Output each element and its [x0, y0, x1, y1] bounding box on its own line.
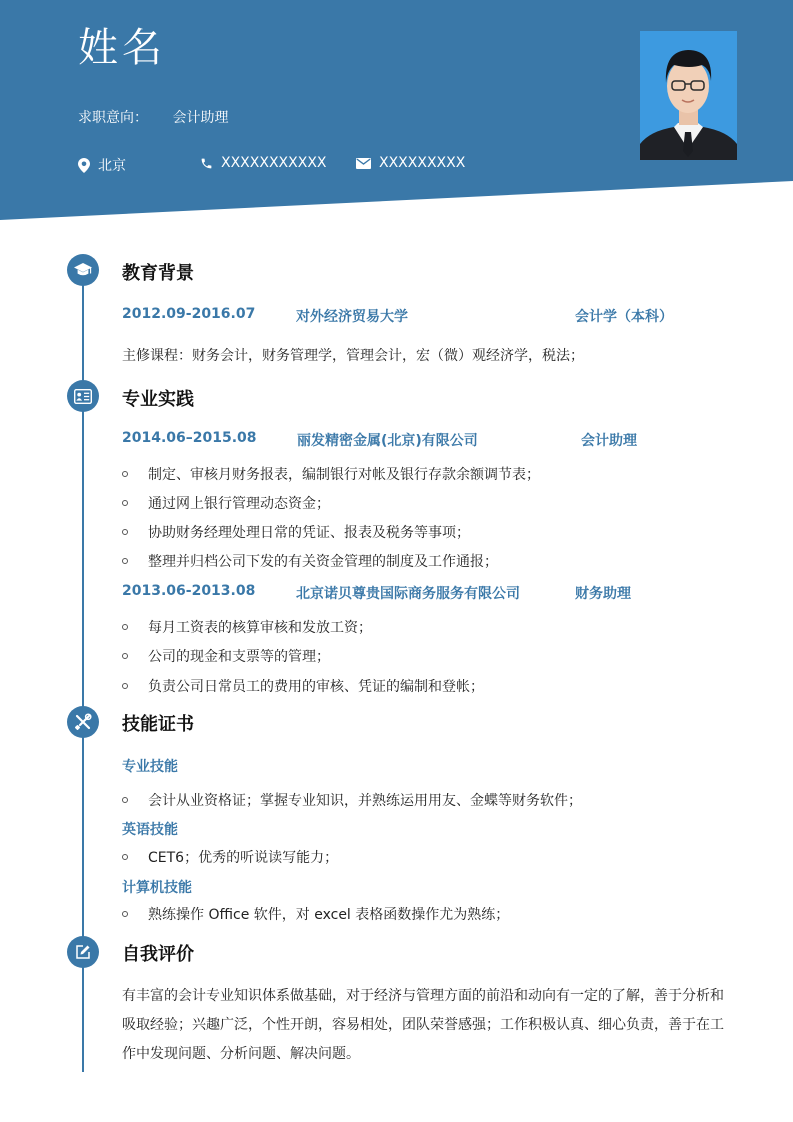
education-courses: 主修课程：财务会计，财务管理学，管理会计，宏（微）观经济学，税法；	[122, 348, 584, 364]
list-item: 会计从业资格证；掌握专业知识，并熟练运用用友、金蝶等财务软件；	[122, 790, 582, 810]
skill-group-label: 计算机技能	[122, 880, 192, 896]
list-item: 负责公司日常员工的费用的审核、凭证的编制和登帐；	[122, 676, 484, 696]
list-item: 公司的现金和支票等的管理；	[122, 646, 330, 666]
education-school: 对外经济贸易大学	[296, 309, 408, 325]
job-intent-value: 会计助理	[172, 110, 229, 126]
list-item: 通过网上银行管理动态资金；	[122, 493, 330, 513]
job-2-period: 2013.06-2013.08	[122, 583, 256, 599]
job-2-company: 北京诺贝尊贵国际商务服务有限公司	[296, 586, 520, 602]
education-period: 2012.09-2016.07	[122, 306, 256, 322]
id-card-icon	[74, 389, 92, 404]
experience-section-icon	[67, 380, 99, 412]
phone-icon	[200, 157, 213, 170]
email-text: XXXXXXXXX	[379, 155, 466, 171]
profile-photo	[640, 31, 737, 160]
tools-icon	[74, 713, 92, 731]
location-text: 北京	[98, 158, 126, 174]
candidate-name: 姓名	[78, 25, 166, 71]
job-1-role: 会计助理	[581, 433, 637, 449]
job-2-role: 财务助理	[575, 586, 631, 602]
job-intent	[78, 107, 228, 127]
location-contact	[78, 155, 126, 175]
list-item: 制定、审核月财务报表，编制银行对帐及银行存款余额调节表；	[122, 464, 540, 484]
graduation-cap-icon	[74, 262, 92, 278]
phone-contact	[200, 155, 327, 171]
job-1-company: 丽发精密金属(北京)有限公司	[297, 433, 478, 449]
list-item: 每月工资表的核算审核和发放工资；	[122, 617, 372, 637]
education-section-icon	[67, 254, 99, 286]
self-eval-text: 有丰富的会计专业知识体系做基础，对于经济与管理方面的前沿和动向有一定的了解，善于分析和吸取经验；兴趣广泛，个性开朗，容易相处，团队荣誉感强；工作积极认真、细心负责，善于在工作中发现问题、分析问题、解决问题。	[122, 988, 724, 1062]
education-title: 教育背景	[122, 263, 194, 284]
list-item: CET6；优秀的听说读写能力；	[122, 847, 338, 867]
email-contact	[356, 155, 465, 171]
self-eval-section-icon	[67, 936, 99, 968]
job-1-period: 2014.06–2015.08	[122, 430, 257, 446]
list-item: 整理并归档公司下发的有关资金管理的制度及工作通报；	[122, 551, 498, 571]
list-item: 协助财务经理处理日常的凭证、报表及税务等事项；	[122, 522, 470, 542]
experience-title: 专业实践	[122, 389, 194, 410]
skills-section-icon	[67, 706, 99, 738]
skill-group-label: 英语技能	[122, 822, 178, 838]
job-intent-label: 求职意向：	[78, 110, 148, 126]
phone-text: XXXXXXXXXXX	[221, 155, 327, 171]
location-icon	[78, 158, 90, 173]
skill-group-label: 专业技能	[122, 759, 178, 775]
skills-title: 技能证书	[122, 714, 194, 735]
list-item: 熟练操作 Office 软件，对 excel 表格函数操作尤为熟练；	[122, 904, 509, 924]
mail-icon	[356, 158, 371, 169]
self-eval-title: 自我评价	[122, 944, 194, 965]
education-major: 会计学（本科）	[575, 309, 673, 325]
edit-icon	[75, 944, 91, 960]
